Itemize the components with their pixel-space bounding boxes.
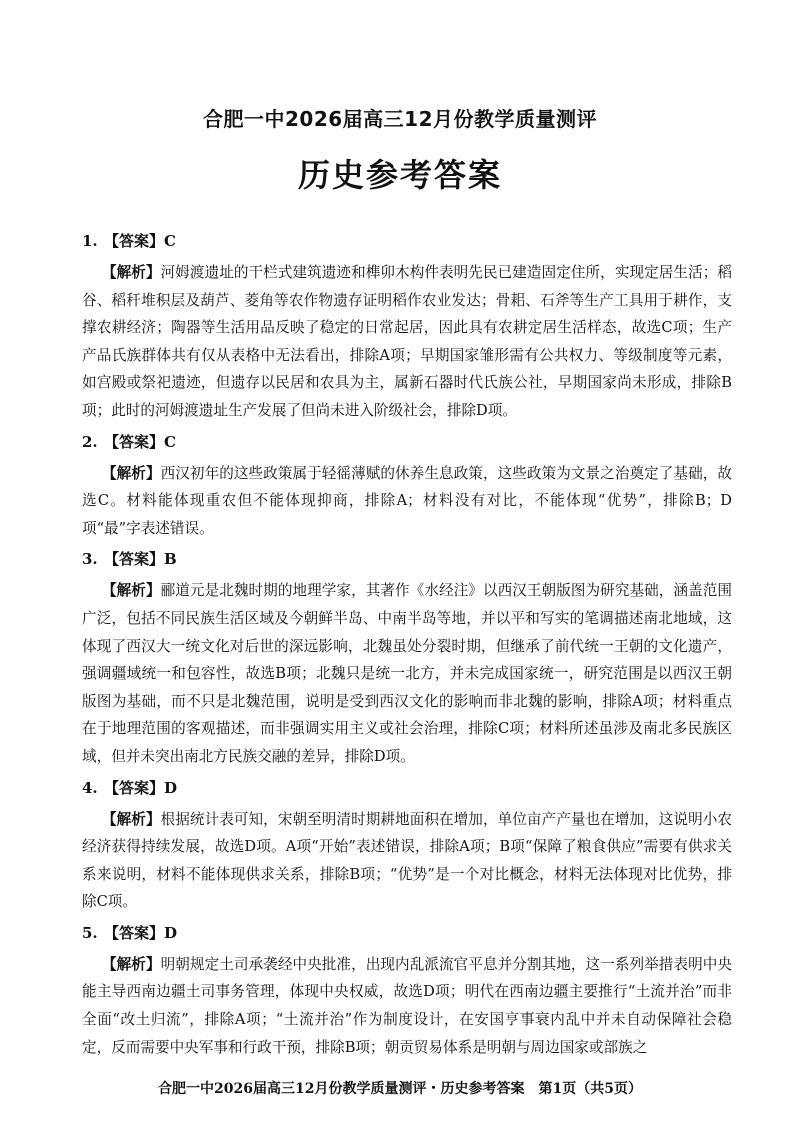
question-number: 1. [82,232,98,250]
answer-tag: 【答案】 [104,432,165,451]
analysis-tag: 【解析】 [102,582,161,600]
answer-list [82,229,732,1066]
answer-letter: C [164,432,176,451]
analysis-text: 郦道元是北魏时期的地理学家，其著作《水经注》以西汉王朝版图为研究基础，涵盖范围广泛，包括不同民族生活区域及今朝鲜半岛、中南半岛等地，并以平和写实的笔调描述南北地域，这体现了西汉大一统文化对后世的深远影响，北魏虽处分裂时期，但继承了前代统一王朝的文化遗产，强调疆域统一和包容性，故选B项；北魏只是统一北方，并未完成国家统一，研究范围是以西汉王朝版图为基础，而不只是北魏范围，说明是受到西汉文化的影响而非北魏的影响，排除A项；材料重点在于地理范围的客观描述，而非强调实用主义或社会治理，排除C项；材料所述虽涉及南北多民族区域，但并未突出南北方民族交融的差异，排除D项。 [82,582,732,765]
answer-line [82,776,732,801]
analysis-tag: 【解析】 [102,464,161,482]
answer-letter: D [164,778,178,797]
question-number: 3. [82,550,98,569]
analysis-paragraph [82,259,732,425]
question-item [82,430,732,543]
answer-letter: D [164,923,178,942]
answer-tag: 【答案】 [104,232,165,250]
answer-letter: B [164,550,177,569]
question-number: 4. [82,778,98,797]
analysis-paragraph [82,460,732,543]
page-title: 历史参考答案 [297,156,502,194]
answer-line [82,430,732,455]
analysis-tag: 【解析】 [102,810,161,828]
question-item [82,776,732,916]
question-number: 2. [82,432,98,451]
question-item [82,229,732,425]
answer-letter: C [164,232,176,250]
exam-header: 合肥一中2026届高三12月份教学质量测评 [203,107,597,131]
question-item [82,547,732,770]
analysis-text: 西汉初年的这些政策属于轻徭薄赋的休养生息政策，这些政策为文景之治奠定了基础，故选C。材料能体现重农但不能体现抑商，排除A；材料没有对比，不能体现“优势”，排除B；D项“最”字表述错误。 [82,464,732,537]
analysis-text: 根据统计表可知，宋朝至明清时期耕地面积在增加，单位亩产产量也在增加，这说明小农经济获得持续发展，故选D项。A项“开始”表述错误，排除A项；B项“保障了粮食供应”需要有供求关系来说明，材料不能体现供求关系，排除B项；“优势”是一个对比概念，材料无法体现对比优势，排除C项。 [82,810,732,911]
analysis-paragraph [82,806,732,916]
analysis-tag: 【解析】 [102,955,161,973]
page-footer: 合肥一中2026届高三12月份教学质量测评・历史参考答案 第1页（共5页） [158,1081,642,1097]
question-number: 5. [82,923,98,942]
analysis-text: 明朝规定土司承袭经中央批准，出现内乱派流官平息并分割其地，这一系列举措表明中央能主导西南边疆土司事务管理，体现中央权威，故选D项；明代在西南边疆主要推行“土流并治”而非全面“改土归流”，排除A项；“土流并治”作为制度设计，在安国亨事衰内乱中并未自动保障社会稳定，反而需要中央军事和行政干预，排除B项；朝贡贸易体系是明朝与周边国家或部族之 [82,955,732,1056]
analysis-tag: 【解析】 [102,264,161,281]
answer-line [82,547,732,572]
answer-tag: 【答案】 [104,923,165,942]
analysis-paragraph [82,577,732,770]
answer-tag: 【答案】 [104,778,165,797]
answer-line [82,921,732,946]
answer-line [82,229,732,254]
analysis-paragraph [82,951,732,1061]
answer-tag: 【答案】 [104,550,165,569]
analysis-text: 河姆渡遗址的干栏式建筑遗迹和榫卯木构件表明先民已建造固定住所，实现定居生活；稻谷、稻秆堆积层及葫芦、菱角等农作物遗存证明稻作农业发达；骨耜、石斧等生产工具用于耕作，支撑农耕经济；陶器等生活用品反映了稳定的日常起居，因此具有农耕定居生活样态，故选C项；生产产品氏族群体共有仅从表格中无法看出，排除A项；早期国家雏形需有公共权力、等级制度等元素，如宫殿或祭祀遗迹，但遗存以民居和农具为主，属新石器时代氏族公社，早期国家尚未形成，排除B项；此时的河姆渡遗址生产发展了但尚未进入阶级社会，排除D项。 [82,264,732,419]
question-item [82,921,732,1061]
